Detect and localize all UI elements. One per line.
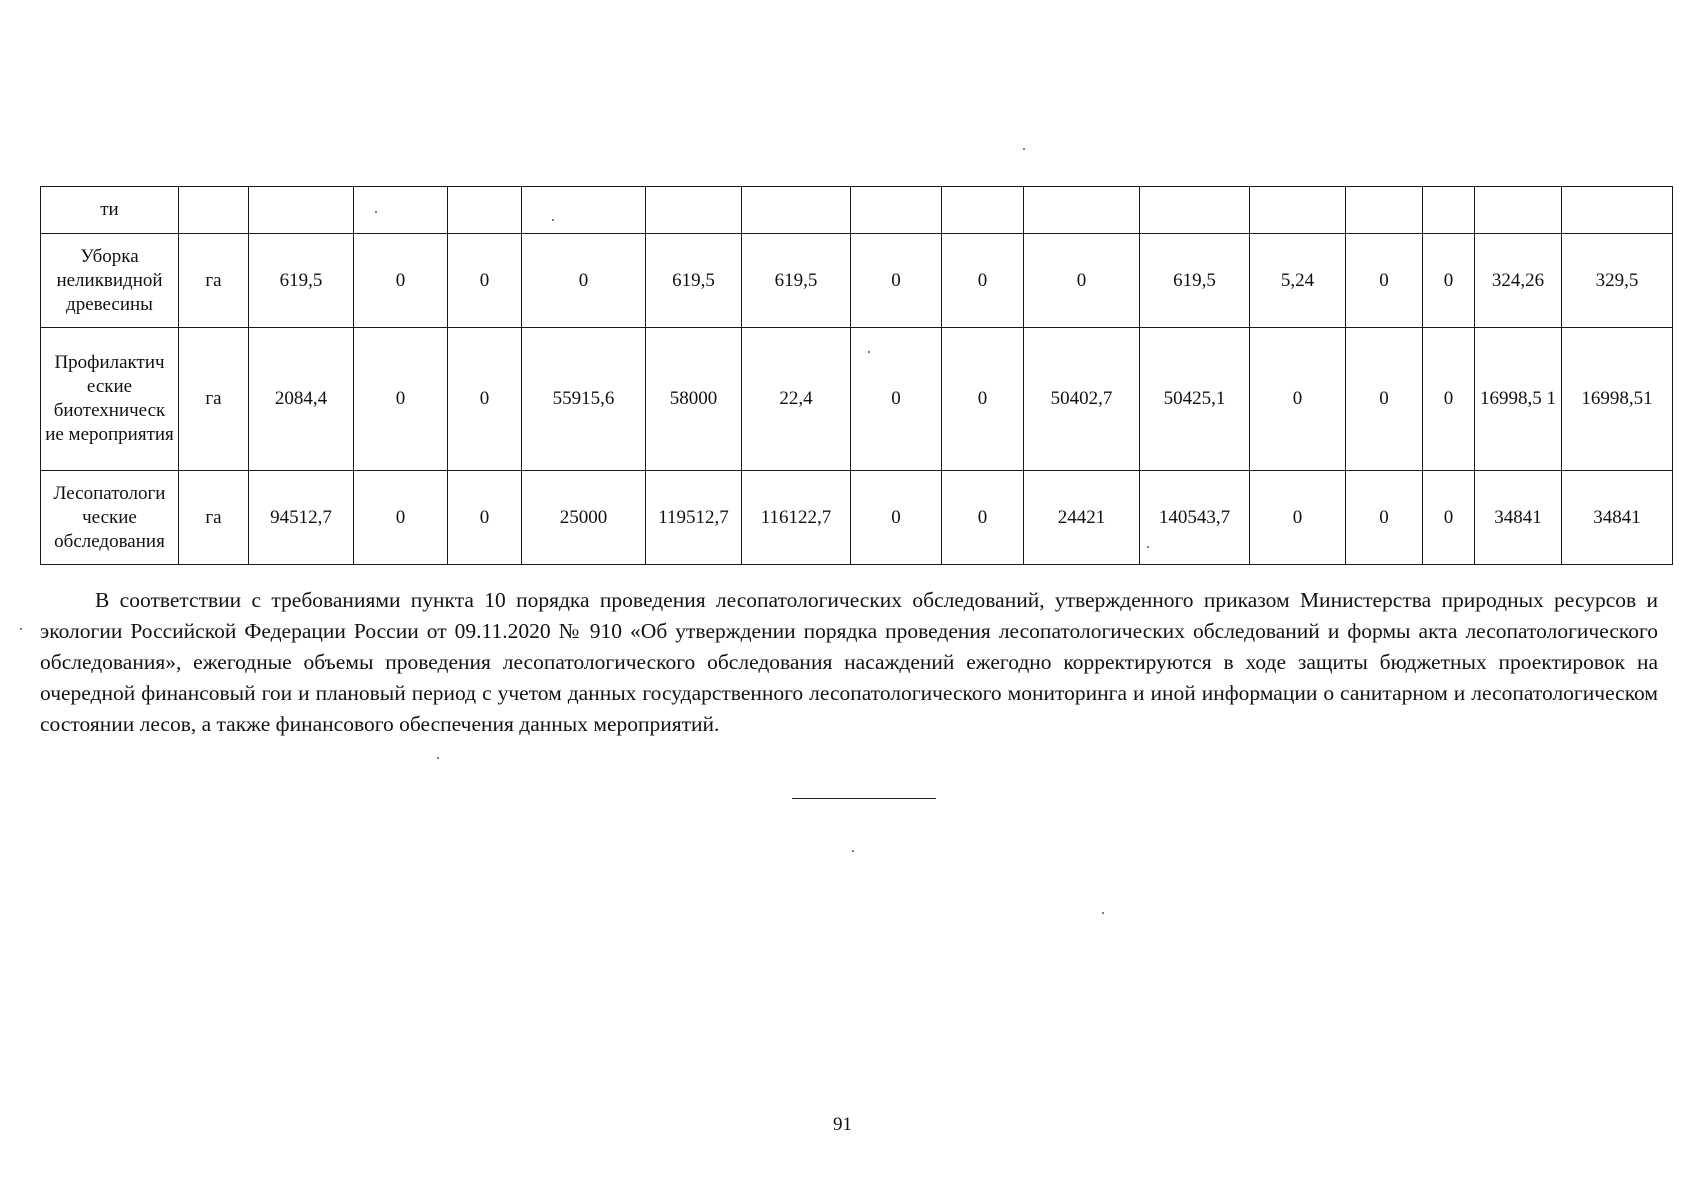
value-cell — [448, 187, 522, 234]
value-cell: 0 — [1346, 328, 1423, 471]
separator-line — [792, 798, 936, 799]
value-cell: 324,26 — [1475, 234, 1562, 328]
value-cell — [1346, 187, 1423, 234]
value-cell: 116122,7 — [742, 471, 851, 565]
value-cell: 0 — [851, 328, 942, 471]
value-cell: 2084,4 — [249, 328, 354, 471]
value-cell — [851, 187, 942, 234]
scan-speck — [437, 757, 439, 759]
row-name-cell: Уборка неликвидной древесины — [41, 234, 179, 328]
value-cell: 22,4 — [742, 328, 851, 471]
value-cell: 0 — [1423, 234, 1475, 328]
value-cell: 5,24 — [1250, 234, 1346, 328]
table-body — [41, 187, 1673, 565]
value-cell: 0 — [1250, 328, 1346, 471]
table-row — [41, 234, 1673, 328]
unit-cell: га — [179, 328, 249, 471]
data-table — [40, 186, 1673, 565]
value-cell: 50425,1 — [1140, 328, 1250, 471]
scan-speck — [852, 850, 854, 852]
table-row — [41, 328, 1673, 471]
value-cell: 0 — [1024, 234, 1140, 328]
page-number: 91 — [833, 1114, 852, 1135]
table-row — [41, 187, 1673, 234]
value-cell: 329,5 — [1562, 234, 1673, 328]
row-name-cell: ти — [41, 187, 179, 234]
value-cell: 619,5 — [742, 234, 851, 328]
value-cell — [1562, 187, 1673, 234]
value-cell: 0 — [1423, 471, 1475, 565]
unit-cell: га — [179, 471, 249, 565]
value-cell — [1024, 187, 1140, 234]
value-cell — [1475, 187, 1562, 234]
value-cell — [522, 187, 646, 234]
unit-cell: га — [179, 234, 249, 328]
value-cell: 0 — [354, 328, 448, 471]
value-cell: 34841 — [1475, 471, 1562, 565]
scan-speck — [20, 628, 22, 630]
value-cell: 58000 — [646, 328, 742, 471]
value-cell: 0 — [448, 234, 522, 328]
value-cell: 25000 — [522, 471, 646, 565]
scan-speck — [375, 211, 377, 213]
row-name-cell: Профилактич еские биотехническ ие мероприятия — [41, 328, 179, 471]
value-cell: 50402,7 — [1024, 328, 1140, 471]
value-cell: 119512,7 — [646, 471, 742, 565]
value-cell — [249, 187, 354, 234]
value-cell — [1140, 187, 1250, 234]
scan-speck — [868, 351, 870, 353]
value-cell: 0 — [851, 234, 942, 328]
value-cell: 0 — [448, 471, 522, 565]
table-row — [41, 471, 1673, 565]
value-cell: 619,5 — [646, 234, 742, 328]
value-cell: 0 — [1250, 471, 1346, 565]
value-cell — [1423, 187, 1475, 234]
value-cell: 619,5 — [249, 234, 354, 328]
row-name-cell: Лесопатологи ческие обследования — [41, 471, 179, 565]
value-cell: 94512,7 — [249, 471, 354, 565]
value-cell: 0 — [354, 471, 448, 565]
value-cell: 0 — [522, 234, 646, 328]
value-cell: 16998,51 — [1562, 328, 1673, 471]
body-paragraph: В соответствии с требованиями пункта 10 порядка проведения лесопатологических обследований, утвержденного приказом Министерства природных ресурсов и экологии Российской Федерации России от 09.11.2020 № 910 «Об утверждении порядка проведения лесопатологических обследований и формы акта лесопатологического обследования», ежегодные объемы проведения лесопатологического обследования насаждений ежегодно корректируются в ходе защиты бюджетных проектировок на очередной финансовый гои и плановый период с учетом данных государственного лесопатологического мониторинга и иной информации о санитарном и лесопатологическом состоянии лесов, а также финансового обеспечения данных мероприятий. — [40, 588, 1658, 736]
value-cell: 0 — [942, 471, 1024, 565]
value-cell: 619,5 — [1140, 234, 1250, 328]
value-cell: 0 — [942, 234, 1024, 328]
scan-speck — [1147, 546, 1149, 548]
value-cell: 24421 — [1024, 471, 1140, 565]
scan-speck — [1023, 148, 1025, 150]
value-cell: 0 — [354, 234, 448, 328]
value-cell — [942, 187, 1024, 234]
value-cell: 0 — [1423, 328, 1475, 471]
value-cell — [1250, 187, 1346, 234]
value-cell: 16998,5 1 — [1475, 328, 1562, 471]
scan-speck — [1102, 912, 1104, 914]
value-cell: 0 — [942, 328, 1024, 471]
value-cell: 55915,6 — [522, 328, 646, 471]
value-cell: 140543,7 — [1140, 471, 1250, 565]
value-cell: 0 — [1346, 234, 1423, 328]
value-cell — [742, 187, 851, 234]
value-cell — [354, 187, 448, 234]
value-cell: 0 — [448, 328, 522, 471]
value-cell: 34841 — [1562, 471, 1673, 565]
value-cell: 0 — [851, 471, 942, 565]
value-cell — [646, 187, 742, 234]
unit-cell — [179, 187, 249, 234]
value-cell: 0 — [1346, 471, 1423, 565]
scan-speck — [552, 219, 554, 221]
